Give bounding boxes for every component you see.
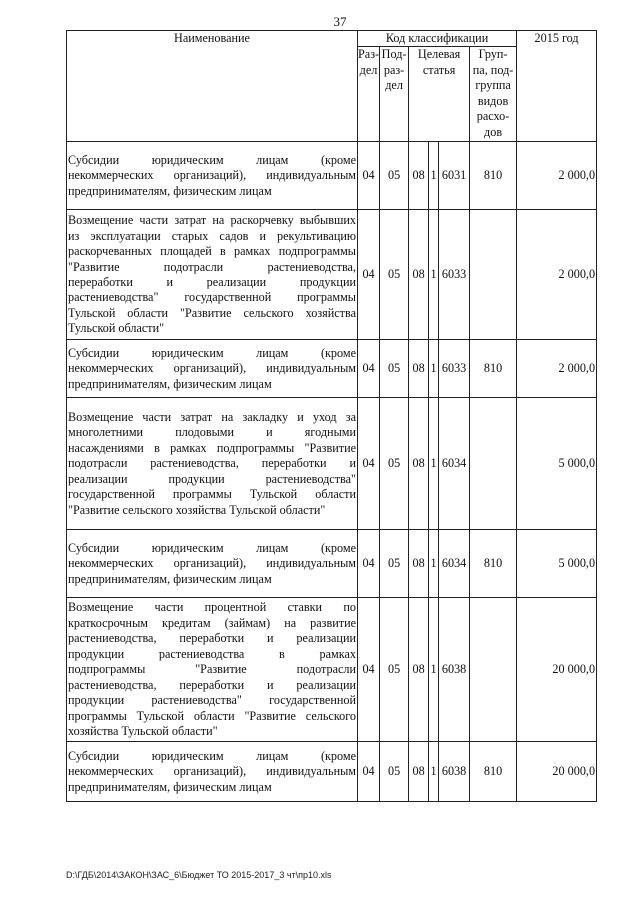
row-amount-cell: 5 000,0 bbox=[517, 530, 597, 598]
row-name-line: некоммерческих организаций), индивидуальным bbox=[68, 764, 356, 779]
row-amount-cell: 20 000,0 bbox=[517, 598, 597, 742]
row-name-line: государственной программы Тульской области bbox=[68, 487, 356, 502]
row-name-line: "Развитие сельского хозяйства Тульской области" bbox=[68, 502, 326, 517]
table-row bbox=[67, 398, 597, 530]
row-podrazdel-cell: 05 bbox=[380, 210, 409, 340]
row-name-line: Тульской области "Развитие сельского хозяйства bbox=[68, 305, 356, 320]
row-name-line: растениеводства, переработки и реализации bbox=[68, 677, 356, 692]
row-name-line: некоммерческих организаций), индивидуальным bbox=[68, 361, 356, 376]
row-razdel-cell: 04 bbox=[358, 742, 380, 802]
table-row bbox=[67, 142, 597, 210]
table-row bbox=[67, 210, 597, 340]
row-target-article-part3-cell: 6038 bbox=[439, 742, 470, 802]
row-name-line: предпринимателям, физическим лицам bbox=[68, 376, 272, 391]
row-name-line: "Развитие подотрасли растениеводства, bbox=[68, 259, 356, 274]
row-name-line: переработки и реализации продукции bbox=[68, 274, 356, 289]
row-name-line: раскорчеванных площадей в рамках подпрограммы bbox=[68, 244, 356, 259]
header-year: 2015 год bbox=[517, 31, 597, 142]
row-target-article-part1-cell: 08 bbox=[409, 530, 429, 598]
row-name-line: хозяйства Тульской области" bbox=[68, 724, 218, 739]
row-name-line: многолетними плодовыми и ягодными bbox=[68, 425, 356, 440]
header-line: видов bbox=[477, 93, 509, 108]
header-line: дов bbox=[484, 124, 503, 139]
header-line: дел bbox=[359, 62, 378, 77]
row-expense-group-cell bbox=[470, 210, 517, 340]
row-name-line: Субсидии юридическим лицам (кроме bbox=[68, 540, 356, 555]
row-podrazdel-cell: 05 bbox=[380, 398, 409, 530]
row-name-cell bbox=[67, 340, 358, 398]
header-code: Код классификации bbox=[358, 31, 517, 47]
row-amount-cell: 2 000,0 bbox=[517, 142, 597, 210]
row-expense-group-cell bbox=[470, 398, 517, 530]
row-name-cell bbox=[67, 142, 358, 210]
row-name-line: Субсидии юридическим лицам (кроме bbox=[68, 345, 356, 360]
row-target-article-part2-cell: 1 bbox=[429, 340, 439, 398]
table-row bbox=[67, 530, 597, 598]
row-name-cell bbox=[67, 210, 358, 340]
row-name-line: Возмещение части процентной ставки по bbox=[68, 600, 356, 615]
row-name-line: реализации продукции растениеводства" bbox=[68, 471, 356, 486]
row-name-line: растениеводства" государственной программы bbox=[68, 290, 356, 305]
row-name-cell bbox=[67, 598, 358, 742]
row-name-line: предпринимателям, физическим лицам bbox=[68, 779, 272, 794]
row-target-article-part2-cell: 1 bbox=[429, 742, 439, 802]
table-row bbox=[67, 598, 597, 742]
row-podrazdel-cell: 05 bbox=[380, 598, 409, 742]
row-target-article-part3-cell: 6033 bbox=[439, 340, 470, 398]
header-line: дел bbox=[385, 78, 403, 93]
row-target-article-part2-cell: 1 bbox=[429, 210, 439, 340]
header-name: Наименование bbox=[67, 31, 358, 142]
header-podrazdel bbox=[380, 47, 409, 142]
budget-table bbox=[66, 30, 597, 802]
row-podrazdel-cell: 05 bbox=[380, 742, 409, 802]
row-razdel-cell: 04 bbox=[358, 142, 380, 210]
row-target-article-part3-cell: 6038 bbox=[439, 598, 470, 742]
header-target-article bbox=[409, 47, 470, 142]
row-name-line: продукции растениеводства в рамках bbox=[68, 646, 356, 661]
row-target-article-part2-cell: 1 bbox=[429, 398, 439, 530]
row-expense-group-cell: 810 bbox=[470, 530, 517, 598]
header-line: Целевая bbox=[417, 47, 461, 62]
header-expense-group bbox=[470, 47, 517, 142]
table-row bbox=[67, 742, 597, 802]
row-name-line: Тульской области" bbox=[68, 321, 165, 336]
row-name-line: Возмещение части затрат на закладку и уход за bbox=[68, 409, 356, 424]
row-name-line: Возмещение части затрат на раскорчевку выбывших bbox=[68, 213, 356, 228]
row-expense-group-cell: 810 bbox=[470, 340, 517, 398]
row-name-line: продукции растениеводства" государственной bbox=[68, 693, 356, 708]
row-expense-group-cell: 810 bbox=[470, 142, 517, 210]
header-razdel bbox=[358, 47, 380, 142]
row-amount-cell: 2 000,0 bbox=[517, 340, 597, 398]
row-name-line: подпрограммы "Развитие подотрасли bbox=[68, 662, 356, 677]
row-razdel-cell: 04 bbox=[358, 530, 380, 598]
row-target-article-part2-cell: 1 bbox=[429, 142, 439, 210]
row-name-cell bbox=[67, 742, 358, 802]
row-razdel-cell: 04 bbox=[358, 210, 380, 340]
row-name-line: растениеводства, переработки и реализации bbox=[68, 631, 356, 646]
row-name-line: насаждениями в рамках подпрограммы "Развитие bbox=[68, 440, 356, 455]
row-target-article-part2-cell: 1 bbox=[429, 598, 439, 742]
row-name-cell bbox=[67, 398, 358, 530]
row-name-line: из эксплуатации старых садов и рекультивацию bbox=[68, 228, 356, 243]
row-podrazdel-cell: 05 bbox=[380, 142, 409, 210]
header-line: группа bbox=[475, 78, 511, 93]
row-amount-cell: 20 000,0 bbox=[517, 742, 597, 802]
row-razdel-cell: 04 bbox=[358, 340, 380, 398]
row-name-line: некоммерческих организаций), индивидуальным bbox=[68, 556, 356, 571]
row-expense-group-cell: 810 bbox=[470, 742, 517, 802]
row-target-article-part3-cell: 6031 bbox=[439, 142, 470, 210]
row-name-line: Субсидии юридическим лицам (кроме bbox=[68, 748, 356, 763]
row-target-article-part3-cell: 6034 bbox=[439, 398, 470, 530]
row-name-line: Субсидии юридическим лицам (кроме bbox=[68, 152, 356, 167]
row-name-line: подотрасли растениеводства, переработки и bbox=[68, 456, 356, 471]
header-line: Раз- bbox=[358, 47, 380, 62]
table-row bbox=[67, 340, 597, 398]
header-line: статья bbox=[422, 62, 456, 77]
row-name-line: программы Тульской области "Развитие сельского bbox=[68, 708, 356, 723]
file-path-footer: D:\ГДБ\2014\ЗАКОН\ЗАС_6\Бюджет ТО 2015-2017_3 чт\пр10.xls bbox=[66, 870, 332, 880]
header-line: расхо- bbox=[476, 109, 510, 124]
header-line: Груп- bbox=[478, 47, 508, 62]
header-line: раз- bbox=[383, 62, 405, 77]
row-name-line: краткосрочным кредитам (займам) на развитие bbox=[68, 615, 356, 630]
row-podrazdel-cell: 05 bbox=[380, 340, 409, 398]
row-target-article-part1-cell: 08 bbox=[409, 742, 429, 802]
row-target-article-part2-cell: 1 bbox=[429, 530, 439, 598]
page-number: 37 bbox=[333, 14, 347, 29]
row-podrazdel-cell: 05 bbox=[380, 530, 409, 598]
table-body bbox=[67, 142, 597, 802]
row-name-line: предпринимателям, физическим лицам bbox=[68, 183, 272, 198]
row-name-line: предпринимателям, физическим лицам bbox=[68, 571, 272, 586]
row-name-cell bbox=[67, 530, 358, 598]
row-razdel-cell: 04 bbox=[358, 398, 380, 530]
row-amount-cell: 5 000,0 bbox=[517, 398, 597, 530]
row-target-article-part3-cell: 6034 bbox=[439, 530, 470, 598]
header-line: Под- bbox=[381, 47, 407, 62]
header-line: па, под- bbox=[472, 62, 514, 77]
row-target-article-part1-cell: 08 bbox=[409, 340, 429, 398]
row-razdel-cell: 04 bbox=[358, 598, 380, 742]
row-expense-group-cell bbox=[470, 598, 517, 742]
row-target-article-part3-cell: 6033 bbox=[439, 210, 470, 340]
row-target-article-part1-cell: 08 bbox=[409, 210, 429, 340]
row-target-article-part1-cell: 08 bbox=[409, 598, 429, 742]
row-target-article-part1-cell: 08 bbox=[409, 142, 429, 210]
row-target-article-part1-cell: 08 bbox=[409, 398, 429, 530]
row-name-line: некоммерческих организаций), индивидуальным bbox=[68, 168, 356, 183]
row-amount-cell: 2 000,0 bbox=[517, 210, 597, 340]
